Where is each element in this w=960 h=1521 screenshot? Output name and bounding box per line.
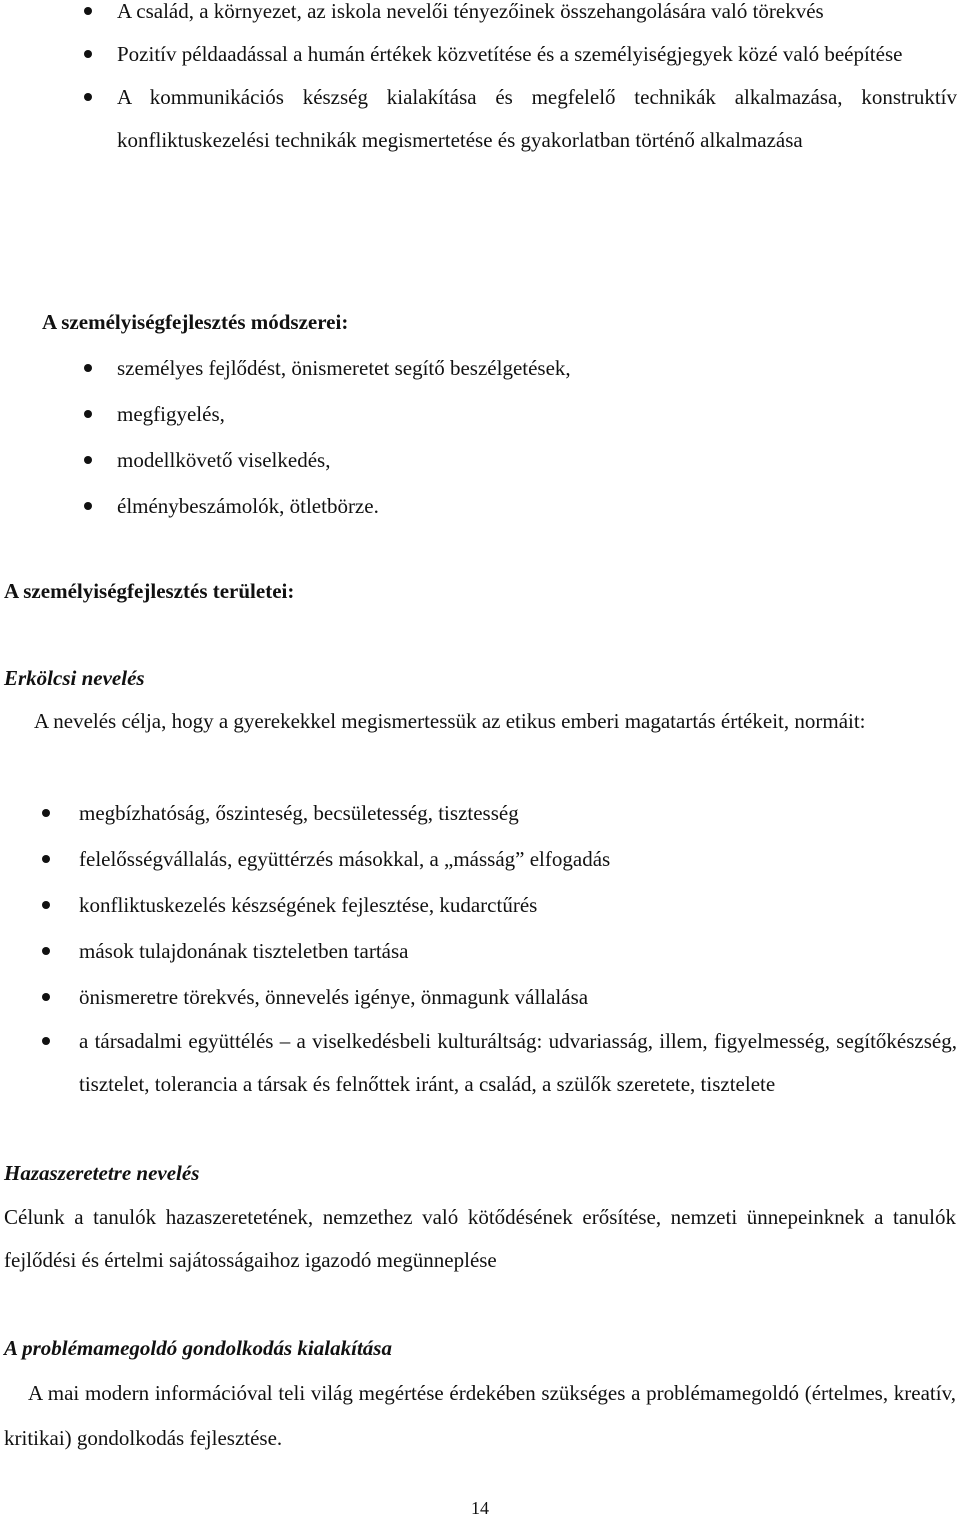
problem-solving-text: A mai modern információval teli világ megértése érdekében szükséges a problémamegoldó (értelmes, kreatív, kritikai) gondolkodás fejlesztése.	[4, 1381, 956, 1450]
moral-values-list	[79, 790, 957, 1106]
bullet-icon	[42, 901, 50, 909]
list-item: A kommunikációs készség kialakítása és megfelelő technikák alkalmazása, konstruktív konfliktuskezelési technikák megismertetése és gyakorlatban történő alkalmazása	[117, 76, 957, 162]
bullet-icon	[84, 93, 92, 101]
goals-list	[117, 0, 957, 162]
list-item: Pozitív példaadással a humán értékek közvetítése és a személyiségjegyek közé való beépítése	[117, 33, 957, 76]
methods-list	[117, 345, 917, 529]
bullet-icon	[84, 502, 92, 510]
patriotism-heading: Hazaszeretetre nevelés	[4, 1161, 200, 1185]
bullet-icon	[42, 809, 50, 817]
moral-heading: Erkölcsi nevelés	[4, 666, 145, 690]
problem-solving-heading: A problémamegoldó gondolkodás kialakítása	[4, 1336, 392, 1360]
bullet-icon	[84, 7, 92, 15]
list-item: személyes fejlődést, önismeretet segítő beszélgetések,	[117, 345, 917, 391]
list-item: megfigyelés,	[117, 391, 917, 437]
bullet-icon	[42, 1037, 50, 1045]
bullet-icon	[42, 993, 50, 1001]
bullet-icon	[42, 855, 50, 863]
list-item: modellkövető viselkedés,	[117, 437, 917, 483]
methods-heading: A személyiségfejlesztés módszerei:	[42, 310, 349, 334]
list-item: mások tulajdonának tiszteletben tartása	[79, 928, 957, 974]
list-item: A család, a környezet, az iskola nevelői tényezőinek összehangolására való törekvés	[117, 0, 957, 33]
moral-intro: A nevelés célja, hogy a gyerekekkel megismertessük az etikus emberi magatartás értékeit, normáit:	[34, 709, 866, 733]
page-number: 14	[471, 1498, 489, 1518]
list-item: felelősségvállalás, együttérzés másokkal, a „másság” elfogadás	[79, 836, 957, 882]
bullet-icon	[42, 947, 50, 955]
list-item: a társadalmi együttélés – a viselkedésbeli kulturáltság: udvariasság, illem, figyelmesség, segítőkészség, tisztelet, tolerancia a társak és felnőttek iránt, a család, a szülők szeretete, tisztelete	[79, 1020, 957, 1106]
list-item: megbízhatóság, őszinteség, becsületesség, tisztesség	[79, 790, 957, 836]
bullet-icon	[84, 410, 92, 418]
areas-heading: A személyiségfejlesztés területei:	[4, 579, 295, 603]
bullet-icon	[84, 50, 92, 58]
patriotism-text: Célunk a tanulók hazaszeretetének, nemzethez való kötődésének erősítése, nemzeti ünnepeinknek a tanulók fejlődési és értelmi sajátosságaihoz igazodó megünneplése	[4, 1205, 956, 1272]
list-item: konfliktuskezelés készségének fejlesztése, kudarctűrés	[79, 882, 957, 928]
bullet-icon	[84, 456, 92, 464]
list-item: élménybeszámolók, ötletbörze.	[117, 483, 917, 529]
list-item: önismeretre törekvés, önnevelés igénye, önmagunk vállalása	[79, 974, 957, 1020]
bullet-icon	[84, 364, 92, 372]
